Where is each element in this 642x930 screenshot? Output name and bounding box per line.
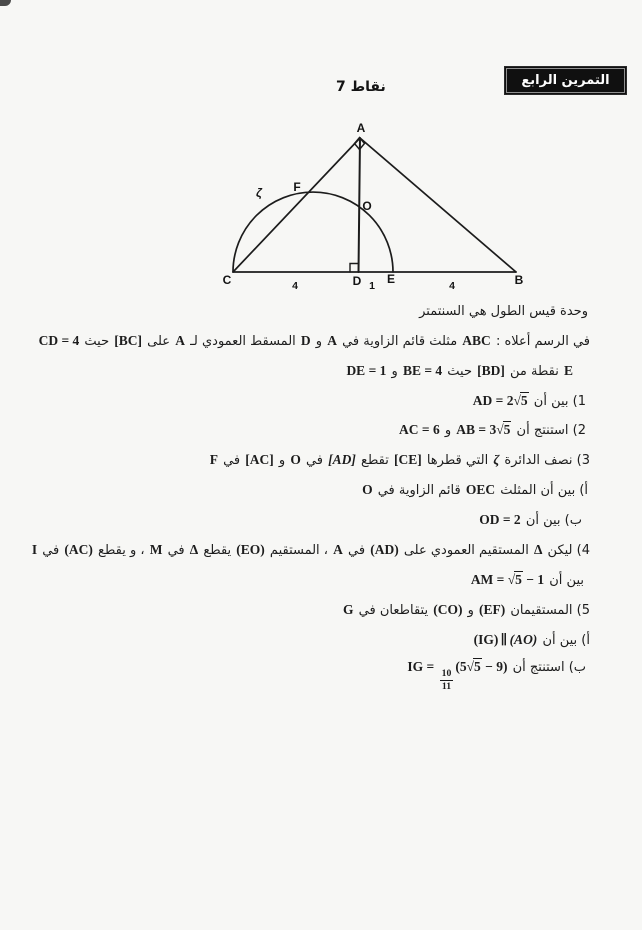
fraction-denominator: 11 [441,681,452,693]
given2-math-be4: BE = 4 [402,363,443,378]
question-3 [209,451,590,470]
scan-artifact [0,0,11,6]
segment-ca [233,138,360,272]
given2-math-bd: [BD] [477,363,505,378]
q3-math-ce: [CE] [393,452,422,467]
sqrt-icon: √ [507,572,515,587]
q5-math-g: G [343,602,354,617]
q1-formula-radicand: 5 [520,393,528,408]
question-1 [472,392,586,411]
q4-math-a: A [333,542,343,557]
q3b-text: ب) بين أن [521,513,582,528]
q5-math-co: (CO) [433,602,463,617]
q1-text: 1) بين أن [529,394,586,409]
question-5b [406,658,586,692]
given1-text-3: و [311,334,327,349]
q5b-formula-pre: IG = [407,659,438,674]
given1-math-abc: ABC [462,333,491,348]
given-line-1 [38,332,590,351]
q4-text-3: في [343,543,370,558]
q3-text-1: 3) نصف الدائرة [500,453,590,468]
q4-math-delta2: Δ [189,542,199,557]
altitude-ad [359,138,361,272]
question-4 [31,541,590,560]
q4-math-eo: (EO) [236,542,265,557]
q5b-formula-post: − 9) [481,659,508,674]
q4-text-2: المستقيم العمودي على [399,543,533,558]
q4-math-i: I [31,542,38,557]
q2-text: 2) استنتج أن [512,423,586,438]
q4-math-ad: (AD) [370,542,399,557]
q4-text-6: في [163,543,189,558]
given1-text-2: مثلث قائم الزاوية في [337,334,462,349]
q5a-text: أ) بين أن [538,633,590,648]
given1-text-1: في الرسم أعلاه : [491,334,590,349]
exercise-title-box [505,67,626,94]
given1-math-d: D [300,333,311,348]
q4b-text: بين أن [545,573,584,588]
q5-math-ef: (EF) [479,602,506,617]
q3-math-f: F [209,452,218,467]
fraction-numerator: 10 [440,669,454,681]
label-point-b: B [514,273,524,287]
q5b-formula-radicand: 5 [474,659,481,674]
given1-text-5: على [143,334,175,349]
q3-zeta: ζ [493,452,500,467]
q3-text-5: و [274,453,290,468]
q3-math-o: O [290,452,301,467]
q3-text-3: تقطع [356,453,393,468]
sqrt-icon: √ [513,393,520,408]
given1-math-bc: [BC] [114,333,143,348]
q1-formula-pre: AD = 2 [472,393,514,408]
question-4b [470,571,584,590]
q5a-math-ig: (IG) [473,632,499,647]
q5-text-2: و [463,603,478,618]
q3-math-ad: [AD] [328,452,356,467]
q5b-text: ب) استنتج أن [508,660,586,675]
q2-formula-ac: AC = 6 [399,422,440,437]
q4b-formula-pre: AM = [470,572,508,587]
q1-formula [473,393,529,408]
intro-text: وحدة قيس الطول هي السنتمتر [419,304,588,319]
given1-text-6: حيث [80,334,114,349]
q2-formula-pre: AB = 3 [456,422,497,437]
question-3b [478,511,582,530]
exercise-title: التمرين الرابع [521,73,610,88]
q3-math-ac: [AC] [245,452,274,467]
label-point-e: E [386,272,396,286]
q4-text-4: ، المستقيم [265,543,333,558]
label-point-d: D [352,274,362,288]
fraction [440,669,454,692]
q4b-formula-post: − 1 [522,572,545,587]
q3a-text-1: أ) بين أن المثلث [496,483,588,498]
label-circle-zeta: ζ [256,186,262,200]
q4-math-delta: Δ [533,542,543,557]
sqrt-icon: √ [466,659,474,674]
question-3a [361,481,588,500]
q3a-math-o: O [362,482,373,497]
q4-text-8: في [38,543,64,558]
given2-math-de1: DE = 1 [346,363,387,378]
question-2 [398,421,586,440]
given1-math-cd4: CD = 4 [38,333,80,348]
given1-text-4: المسقط العمودي لـ [185,334,300,349]
measure-eb: 4 [449,280,455,292]
q4-text-1: 4) ليكن [543,543,590,558]
q3a-text-2: قائم الزاوية في [373,483,465,498]
given1-math-a2: A [175,333,185,348]
q2-formula-radicand: 5 [503,422,511,437]
points-label: 7 نقاط [336,79,386,95]
label-point-c: C [222,273,232,287]
intro-line [419,303,588,321]
given1-math-a: A [327,333,337,348]
q3-text-6: في [218,453,245,468]
q3a-math-oec: OEC [465,482,496,497]
geometry-figure [210,108,540,303]
measure-cd: 4 [292,280,298,292]
given-line-2 [345,362,574,381]
q3b-math-od2: OD = 2 [479,512,521,527]
measure-de: 1 [369,280,375,292]
label-point-a: A [356,121,366,135]
segment-ab [360,138,516,272]
given2-text-3: و [387,364,402,379]
q5-text-3: يتقاطعان في [354,603,433,618]
q5b-formula-paren: (5 [455,659,467,674]
q4b-formula-radicand: 5 [515,572,522,587]
parallel-icon: ∥ [500,632,508,647]
q4b-formula [471,572,544,587]
question-5 [342,601,590,620]
q4-math-m: M [149,542,163,557]
q3-text-2: التي قطرها [422,453,493,468]
right-angle-mark-d [350,264,359,273]
q5a-math-ao: (AO) [509,632,538,647]
q3-text-4: في [301,453,328,468]
q4-text-5: يقطع [199,543,236,558]
q2-text-2: و [440,423,456,438]
label-point-f: F [293,180,301,194]
q5-text-1: 5) المستقيمان [506,603,590,618]
q5b-formula [407,659,508,693]
q4-math-ac: (AC) [64,542,93,557]
given2-math-e: E [563,363,573,378]
given2-text-1: نقطة من [505,364,563,379]
question-5a [473,631,590,650]
q4-text-7: ، و يقطع [93,543,149,558]
label-point-o: O [362,199,372,213]
q2-formula-ab [456,422,511,437]
sqrt-icon: √ [496,422,503,437]
given2-text-2: حيث [443,364,477,379]
